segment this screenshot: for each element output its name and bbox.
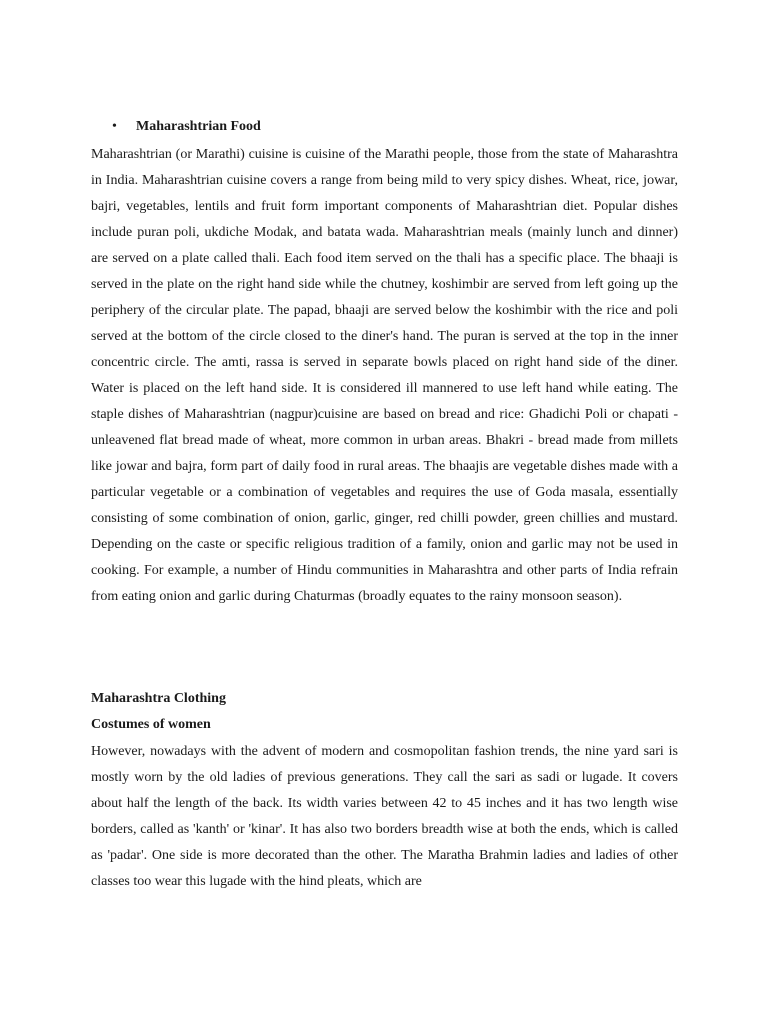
- section-food-heading: [112, 117, 261, 137]
- bullet-icon: •: [112, 119, 117, 134]
- clothing-heading: Maharashtra Clothing: [91, 691, 226, 706]
- clothing-paragraph: However, nowadays with the advent of modern and cosmopolitan fashion trends, the nine yard sari is mostly worn by the old ladies of previous generations. They call the sari as sadi or lugade. It covers about half the length of the back. Its width varies between 42 to 45 inches and it has two length wise borders, called as 'kanth' or 'kinar'. It has also two borders breadth wise at both the ends, which is called as 'padar'. One side is more decorated than the other. The Maratha Brahmin ladies and ladies of other classes too wear this lugade with the hind pleats, which are: [91, 744, 678, 889]
- costumes-subheading: Costumes of women: [91, 717, 211, 732]
- food-paragraph: Maharashtrian (or Marathi) cuisine is cuisine of the Marathi people, those from the state of Maharashtra in India. Maharashtrian cuisine covers a range from being mild to very spicy dishes. Wheat, rice, jowar, bajri, vegetables, lentils and fruit form important components of Maharashtrian diet. Popular dishes include puran poli, ukdiche Modak, and batata wada. Maharashtrian meals (mainly lunch and dinner) are served on a plate called thali. Each food item served on the thali has a specific place. The bhaaji is served in the plate on the right hand side while the chutney, koshimbir are served from left going up the periphery of the circular plate. The papad, bhaaji are served below the koshimbir with the rice and poli served at the bottom of the circle closed to the diner's hand. The puran is served at the top in the inner concentric circle. The amti, rassa is served in separate bowls placed on right hand side of the diner. Water is placed on the left hand side. It is considered ill mannered to use left hand while eating. The staple dishes of Maharashtrian (nagpur)cuisine are based on bread and rice: Ghadichi Poli or chapati - unleavened flat bread made of wheat, more common in urban areas. Bhakri - bread made from millets like jowar and bajra, form part of daily food in rural areas. The bhaajis are vegetable dishes made with a particular vegetable or a combination of vegetables and requires the use of Goda masala, essentially consisting of some combination of onion, garlic, ginger, red chilli powder, green chillies and mustard. Depending on the caste or specific religious tradition of a family, onion and garlic may not be used in cooking. For example, a number of Hindu communities in Maharashtra and other parts of India refrain from eating onion and garlic during Chaturmas (broadly equates to the rainy monsoon season).: [91, 147, 678, 604]
- section-food-title: Maharashtrian Food: [136, 119, 261, 134]
